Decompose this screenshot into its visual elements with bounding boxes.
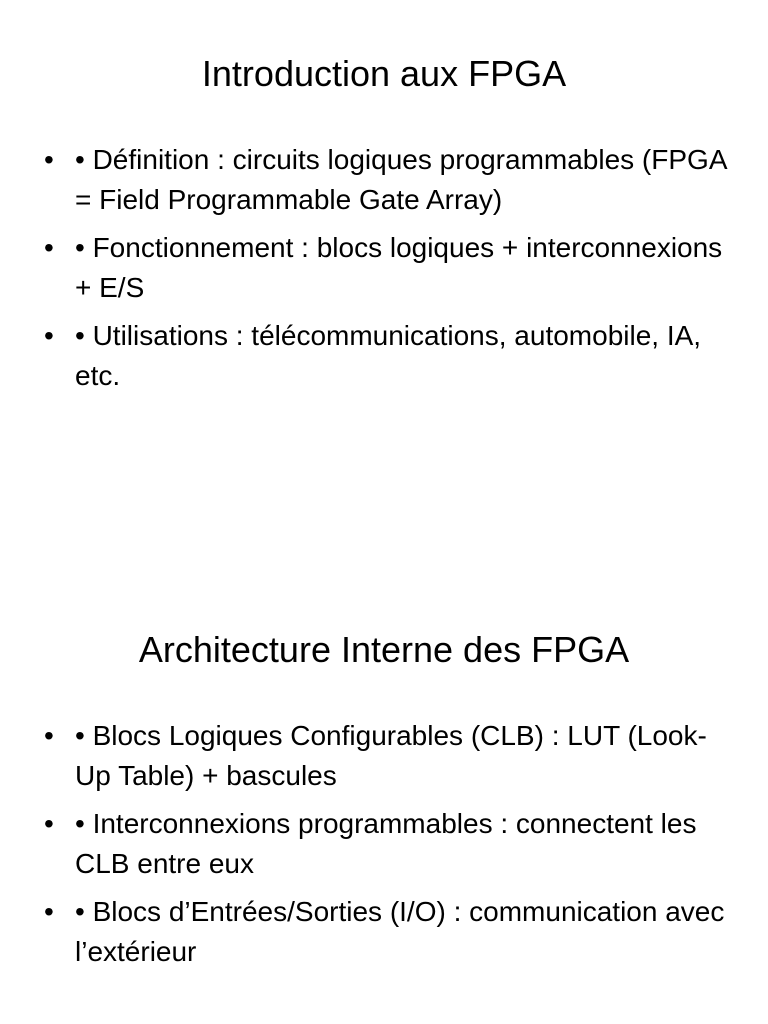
bullet-item (44, 804, 734, 884)
bullet-text: • Blocs d’Entrées/Sorties (I/O) : communication avec l’extérieur (75, 896, 725, 967)
bullet-text: • Utilisations : télécommunications, automobile, IA, etc. (75, 320, 702, 391)
bullet-marker: • (44, 808, 54, 839)
bullet-item (44, 316, 734, 396)
slide-title: Introduction aux FPGA (201, 53, 567, 94)
bullet-item (44, 140, 734, 220)
bullet-marker: • (44, 720, 54, 751)
bullet-item (44, 228, 734, 308)
slide-title: Architecture Interne des FPGA (138, 629, 630, 670)
bullet-list (44, 716, 734, 980)
bullet-marker: • (44, 896, 54, 927)
bullet-marker: • (44, 144, 54, 175)
bullet-text: • Définition : circuits logiques programmables (FPGA = Field Programmable Gate Array) (75, 144, 726, 215)
bullet-text: • Interconnexions programmables : connectent les CLB entre eux (75, 808, 697, 879)
bullet-item (44, 716, 734, 796)
bullet-marker: • (44, 320, 54, 351)
bullet-item (44, 892, 734, 972)
bullet-marker: • (44, 232, 54, 263)
bullet-text: • Fonctionnement : blocs logiques + interconnexions + E/S (75, 232, 723, 303)
slide-architecture (0, 512, 768, 1024)
bullet-text: • Blocs Logiques Configurables (CLB) : LUT (Look-Up Table) + bascules (75, 720, 707, 791)
bullet-list (44, 140, 734, 404)
